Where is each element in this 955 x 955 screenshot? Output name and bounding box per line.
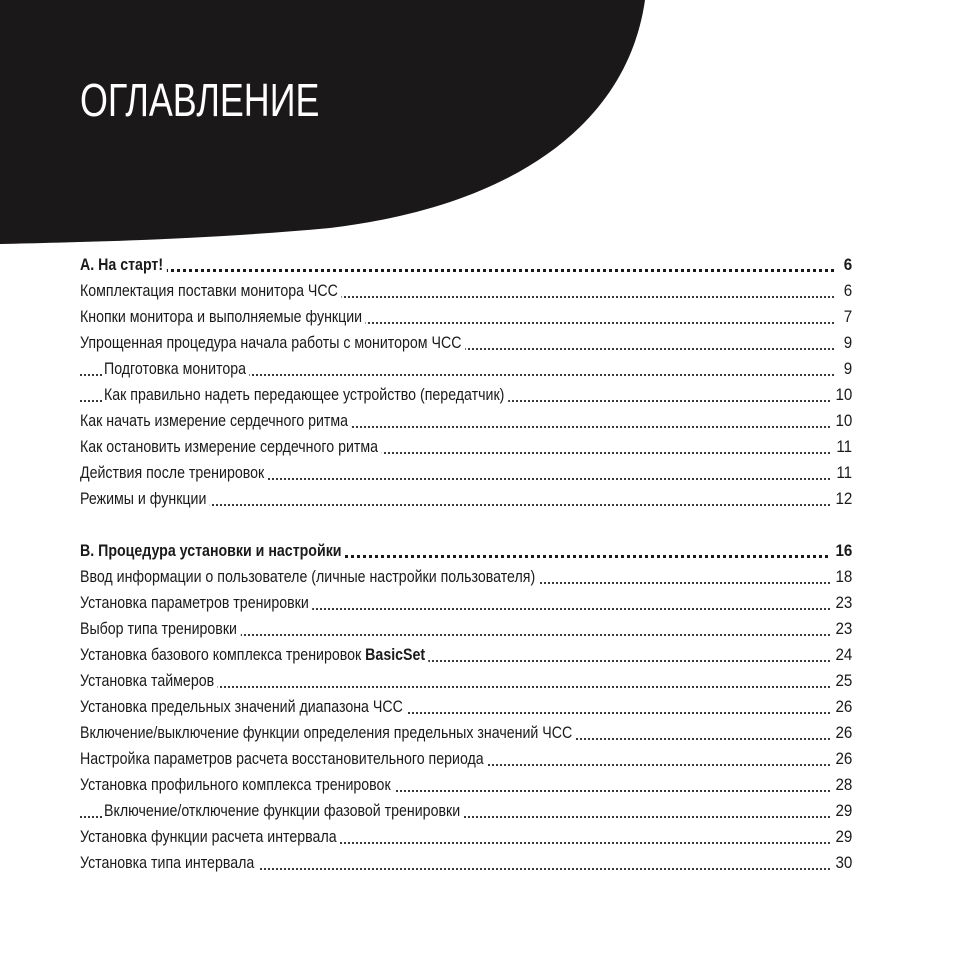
toc-section-a [80, 252, 852, 512]
toc-entry[interactable] [80, 486, 852, 512]
toc-entry-label: Подготовка монитора [104, 360, 250, 378]
toc-page-number: 9 [838, 356, 852, 382]
toc-page-number: 18 [830, 564, 852, 590]
toc-subentry[interactable] [80, 356, 852, 382]
toc-entry-label: Включение/отключение функции фазовой тренировки [104, 802, 464, 820]
toc-heading[interactable] [80, 538, 852, 564]
toc-entry[interactable] [80, 460, 852, 486]
toc-entry[interactable] [80, 746, 852, 772]
toc-entry-label: Установка функции расчета интервала [80, 828, 340, 846]
table-of-contents [80, 252, 852, 876]
toc-page-number: 6 [838, 278, 852, 304]
toc-page-number: 23 [830, 590, 852, 616]
toc-entry-label: Установка типа интервала [80, 854, 258, 872]
toc-entry-label: Включение/выключение функции определения предельных значений ЧСС [80, 724, 576, 742]
toc-entry-label: Настройка параметров расчета восстановительного периода [80, 750, 487, 768]
toc-page-number: 28 [830, 772, 852, 798]
toc-entry[interactable] [80, 668, 852, 694]
toc-entry[interactable] [80, 278, 852, 304]
page-title: ОГЛАВЛЕНИЕ [80, 74, 320, 126]
toc-entry-label: Установка предельных значений диапазона ЧСС [80, 698, 406, 716]
toc-entry[interactable] [80, 590, 852, 616]
toc-brand-name: BasicSet [365, 646, 426, 664]
toc-page-number: 11 [831, 460, 852, 486]
toc-page-number: 26 [830, 694, 852, 720]
toc-heading-label: B. Процедура установки и настройки [80, 542, 345, 560]
toc-entry-label: Установка базового комплекса тренировок [80, 646, 362, 664]
toc-entry[interactable] [80, 824, 852, 850]
toc-page-number: 26 [830, 720, 852, 746]
toc-entry-label: Как правильно надеть передающее устройство (передатчик) [104, 386, 508, 404]
toc-page-number: 23 [830, 616, 852, 642]
toc-page-number: 11 [831, 434, 852, 460]
toc-page-number: 6 [838, 252, 852, 278]
toc-entry-label: Установка профильного комплекса тренировок [80, 776, 394, 794]
toc-entry[interactable] [80, 720, 852, 746]
toc-entry-label: Как начать измерение сердечного ритма [80, 412, 351, 430]
toc-entry-label: Упрощенная процедура начала работы с монитором ЧСС [80, 334, 465, 352]
toc-heading[interactable] [80, 252, 852, 278]
toc-entry[interactable] [80, 408, 852, 434]
dot-leader [80, 269, 834, 272]
toc-entry[interactable] [80, 694, 852, 720]
toc-entry[interactable] [80, 304, 852, 330]
toc-entry[interactable] [80, 772, 852, 798]
toc-page-number: 10 [830, 382, 852, 408]
toc-page-number: 29 [830, 798, 852, 824]
toc-page-number: 30 [830, 850, 852, 876]
toc-entry[interactable] [80, 564, 852, 590]
toc-entry-label: Ввод информации о пользователе (личные настройки пользователя) [80, 568, 539, 586]
header-band [0, 0, 955, 260]
toc-entry-label: Как остановить измерение сердечного ритма [80, 438, 381, 456]
toc-subentry[interactable] [80, 382, 852, 408]
toc-subentry[interactable] [80, 798, 852, 824]
toc-page-number: 9 [838, 330, 852, 356]
toc-entry-label: Установка параметров тренировки [80, 594, 312, 612]
toc-page-number: 12 [830, 486, 852, 512]
toc-entry[interactable] [80, 434, 852, 460]
toc-entry-label: Установка таймеров [80, 672, 218, 690]
toc-page-number: 10 [830, 408, 852, 434]
toc-page-number: 7 [838, 304, 852, 330]
toc-entry[interactable] [80, 850, 852, 876]
toc-entry[interactable] [80, 616, 852, 642]
toc-page-number: 26 [830, 746, 852, 772]
toc-page-number: 16 [830, 538, 852, 564]
toc-heading-label: A. На старт! [80, 256, 167, 274]
toc-page-number: 24 [830, 642, 852, 668]
toc-entry-label: Действия после тренировок [80, 464, 268, 482]
toc-entry-label: Кнопки монитора и выполняемые функции [80, 308, 366, 326]
toc-entry[interactable] [80, 642, 852, 668]
toc-entry-label: Выбор типа тренировки [80, 620, 240, 638]
toc-section-b [80, 538, 852, 876]
toc-entry-label: Комплектация поставки монитора ЧСС [80, 282, 341, 300]
toc-entry-label: Режимы и функции [80, 490, 210, 508]
toc-page-number: 25 [830, 668, 852, 694]
toc-entry[interactable] [80, 330, 852, 356]
toc-page-number: 29 [830, 824, 852, 850]
